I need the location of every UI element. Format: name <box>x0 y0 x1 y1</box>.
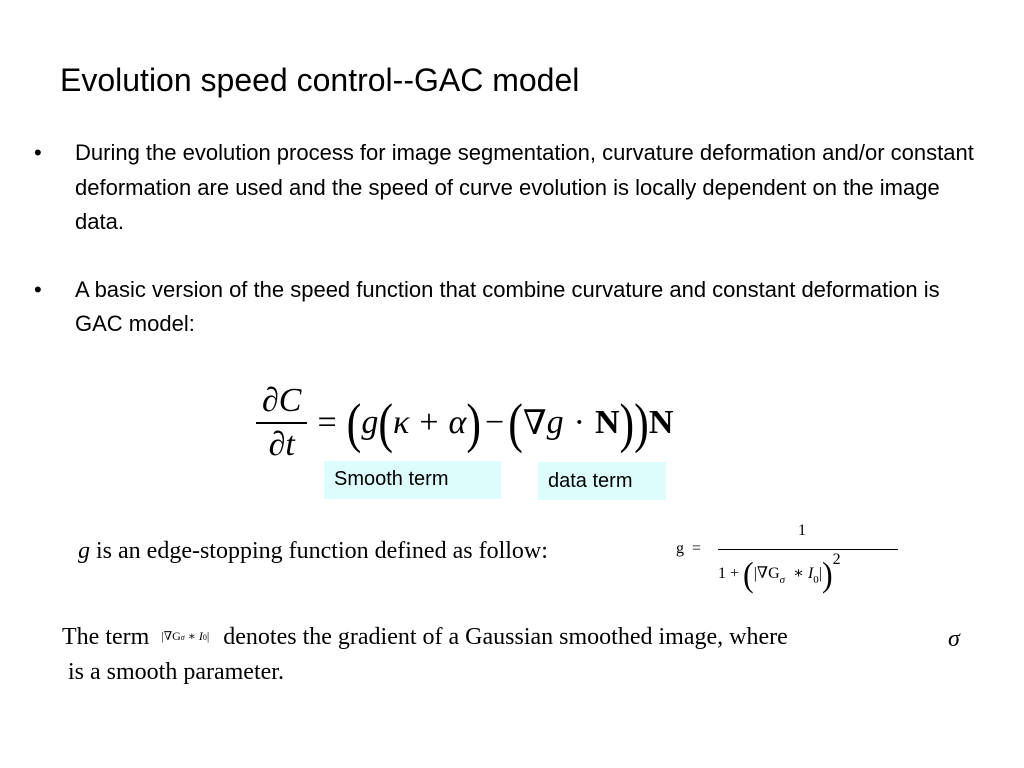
term-sentence <box>62 624 1002 651</box>
bullet-dot: • <box>34 140 42 165</box>
g-definition-text <box>78 538 548 565</box>
data-term-label: data term <box>538 462 666 500</box>
g-formula: g = 1 $1 + (|\nabla G_\sigma$ ∗ $I_0|)2$ <box>676 522 901 598</box>
term-sentence-start: The term <box>62 624 150 650</box>
g-definition-sentence: is an edge-stopping function defined as follow: <box>90 538 548 564</box>
term-sentence-middle: denotes the gradient of a Gaussian smoothed image, where <box>223 624 788 650</box>
term-sentence-end: is a smooth parameter. <box>68 659 284 685</box>
bullet-text: A basic version of the speed function that combine curvature and constant deformation is GAC model: <box>75 276 940 336</box>
bullet-text: During the evolution process for image segmentation, curvature deformation and/or constant deformation are used and the speed of curve evolution is locally dependent on the image data. <box>75 140 974 234</box>
smooth-term-label: Smooth term <box>324 461 501 499</box>
sigma-symbol: σ <box>948 626 960 652</box>
time-derivative-fraction: $\frac{\partial C}{\partial t}$ <box>256 382 307 464</box>
bullet-list <box>30 136 980 342</box>
bullet-item <box>30 136 980 240</box>
slide-title: Evolution speed control--GAC model <box>60 62 580 98</box>
g-variable: g <box>78 538 90 564</box>
gradient-term-inline: |∇Gσ ∗ I0| <box>161 629 210 643</box>
bullet-dot: • <box>34 276 42 302</box>
gac-equation: $\frac{\partial C}{\partial t}$ = ( g ( κ + α ) − ( ∇ g · N )) N <box>256 381 673 465</box>
bullet-item <box>30 273 980 342</box>
